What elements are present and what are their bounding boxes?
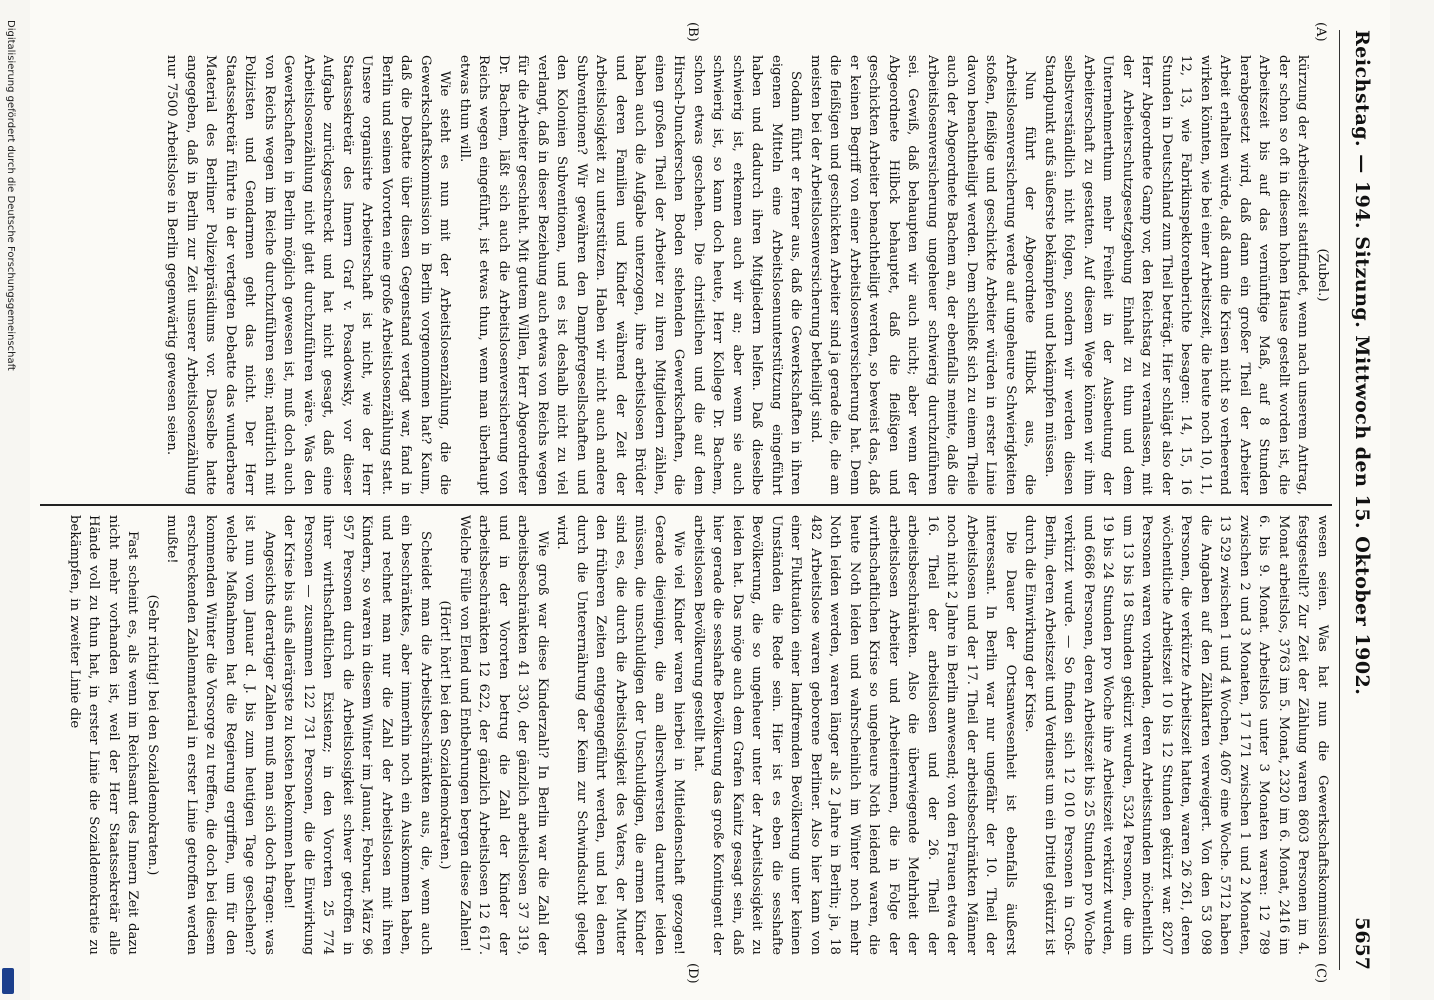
paragraph: Wie steht es nun mit der Arbeitslosenzählung, die die Gewerkschaftskommission in Berlin vorgenommen hat? Kaum, daß die Debatte über diesen Gegenstand vertagt war, fand in Berlin und seinen Vororten eine große Arbeitslosenzählung statt. Unsere organisirte Arbeiterschaft ist nicht, wie der Herr Staatssekretär des Innern Graf v. Posadowsky, vor dieser Aufgabe zurückgeschreckt und hat nicht gesagt, daß eine Arbeitslosenzählung nicht glatt durchzuführen wäre. Was den Gewerkschaften in Berlin möglich gewesen ist, muß doch auch von Reichs wegen im Reiche durchzuführen sein; natürlich mit Polizisten und Gendarmen geht das nicht. Der Herr Staatssekretär führte in der vertagten Debatte das wunderbare Material des Berliner Polizeipräsidiums vor. Dasselbe hatte angegeben, daß in Berlin zur Zeit unserer Arbeitslosenzählung nur 7500 Arbeitslose in Berlin gegenwärtig gewesen seien. bbox=[164, 55, 453, 495]
paragraph: Wie viel Kinder waren hierbei in Mitleidenschaft gezogen! Gerade diejenigen, die am allerschwersten darunter leiden müssen, die unschuldigen der Unschuldigen, die armen Kinder sind es, die durch die Arbeitslosigkeit des Vaters, der Mutter den früheren Zeiten entgegengeführt werden, und bei denen durch die Unterernährung der Keim zur Schwindsucht gelegt wird. bbox=[554, 515, 687, 955]
right-text-column bbox=[40, 515, 1332, 955]
column-divider bbox=[40, 504, 1332, 506]
paragraph: Sodann führt er ferner aus, daß die Gewerkschaften in ihren eigenen Mitteln eine Arbeitslosenunterstützung eingeführt haben und dadurch ihren Mitgliedern helfen. Daß dieselbe schwierig ist, erkennen auch wir an; aber wenn sie auch schwierig ist, so kann doch heute, Herr Kollege Dr. Bachem, schon etwas geschehen. Die christlichen und die auf dem Hirsch-Dunckerschen Boden stehenden Gewerkschaften, die einen großen Theil der Arbeiter zu ihren Mitgliedern zählen, haben auch die Aufgabe unterzogen, ihre arbeitslosen Brüder und deren Familien und Kinder während der Zeit der Arbeitslosigkeit zu unterstützen. Haben wir nicht auch andere Subventionen? Wir gewähren den Dampfergesellschaften und den Kolonien Subventionen, und es ist deshalb nicht zu viel verlangt, daß in dieser Beziehung auch etwas von Reichs wegen für die Arbeiter geschieht. Mit gutem Willen, Herr Abgeordneter Dr. Bachem, läßt sich auch die Arbeitslosenversicherung von Reichs wegen eingeführt, ist etwas thun, wenn man überhaupt etwas thun will. bbox=[457, 55, 804, 495]
margin-marker-a: (A) bbox=[1313, 22, 1328, 42]
rotated-newspaper-page bbox=[30, 0, 1390, 1000]
credit-text: Digitalisierung gefördert durch die Deutsche Forschungsgemeinschaft bbox=[5, 20, 16, 371]
page-number: 5657 bbox=[1351, 917, 1373, 970]
paragraph: Scheidet man die Arbeitsbeschränkten aus, die, wenn auch ein beschränktes, aber immerhin noch ein Auskommen haben, und rechnet man nur die Zahl der Arbeitslosen mit ihren Kindern, so waren in diesem Winter im Januar, Februar, März 96 957 Personen durch die Arbeitslosigkeit schwer getroffen in ihrer wirthschaftlichen Existenz; in den Vororten 25 774 Personen — zusammen 122 731 Personen, die die Einwirkung der Krise bis aufs allerärgste zu kosten bekommen haben! bbox=[281, 515, 433, 955]
interjection: (Hört! hört! bei den Sozialdemokraten.) bbox=[437, 600, 453, 870]
paragraph: Nun führt der Abgeordnete Hilbck aus, die Arbeitslosenversicherung werde auf ungeheure Schwierigkeiten stoßen, fleißige und geschickte Arbeiter würden in erster Linie davon benachtheiligt werden. Dem schließt sich zu einem Theile auch der Abgeordnete Bachem an, der ebenfalls meinte, daß die Arbeitslosenversicherung ungeheuer schwierig durchzuführen sei. Gewiß, daß behaupten wir auch nicht; aber wenn der Abgeordnete Hilbck behauptet, daß die fleißigen und geschickten Arbeiter benachtheiligt werden, so beweist das, daß er keinen Begriff von einer Arbeitslosenversicherung hat. Denn die fleißigen und geschickten Arbeiter sind ja gerade die, die am meisten bei der Arbeitslosenversicherung betheiligt sind. bbox=[808, 55, 1038, 495]
paragraph: Die Dauer der Ortsanwesenheit ist ebenfalls äußerst interessant. In Berlin war nur ungefähr der 10. Theil der Arbeitslosen und der 17. Theil der arbeitsbeschränkten Männer noch nicht 2 Jahre in Berlin anwesend; von den Frauen etwa der 16. Theil der arbeitslosen und der 26. Theil der arbeitsbeschränkten. Also die überwiegende Mehrheit der arbeitslosen Arbeiter und Arbeiterinnen, die in Folge der wirthschaftlichen Krise so ungeheure Noth leidend waren, die heute Noth leiden und wahrscheinlich im Winter noch mehr Noth leiden werden, waren länger als 2 Jahre in Berlin; ja, 18 482 Arbeitslose waren geborene Berliner. Also hier kann von einer Fluktuation einer landfremden Bevölkerung unter keinen Umständen die Rede sein. Hier ist es eben die sesshafte Bevölkerung, die so ungeheuer unter der Arbeitslosigkeit zu leiden hat. Das möge auch dem Grafen Kanitz gesagt sein, daß hier gerade die sesshafte Bevölkerung das große Kontingent der arbeitslosen Bevölkerung gestellt hat. bbox=[691, 515, 1018, 955]
page-header bbox=[1342, 30, 1382, 970]
margin-marker-c: (C) bbox=[1313, 963, 1328, 984]
paragraph: Angesichts derartiger Zahlen muß man sich doch fragen: was ist nun vom Januar d. J. bis zum heutigen Tage geschehen? welche Maßnahmen hat die Regierung ergriffen, um für den kommenden Winter die Vorsorge zu treffen, die doch bei diesem erschreckenden Zahlenmaterial in erster Linie getroffen werden mußte! bbox=[164, 515, 277, 955]
paragraph: Fast scheint es, als wenn im Reichsamt des Innern Zeit dazu nicht mehr vorhanden ist, weil der Herr Staatssekretär alle Hände voll zu thun hat, in erster Linie die Sozialdemokratie zu bekämpfen, in zweiter Linie die bbox=[67, 515, 141, 955]
paragraph: Wie groß war diese Kinderzahl? In Berlin war die Zahl der arbeitsbeschränkten 41 330, der gänzlich arbeitslosen 37 319, und in der Vororten betrug die Zahl der Kinder der arbeitsbeschränkten 12 622, der gänzlich Arbeitslosen 12 617. Welche Fülle von Elend und Entbehrungen bergen diese Zahlen! bbox=[457, 515, 550, 955]
margin-marker-d: (D) bbox=[685, 963, 700, 984]
header-title: Reichstag. — 194. Sitzung. Mittwoch den 15. Oktober 1902. bbox=[1351, 30, 1373, 696]
speaker-note: (Zubel.) bbox=[1315, 248, 1330, 302]
dfg-logo bbox=[2, 968, 14, 994]
digitization-credit bbox=[2, 20, 16, 980]
margin-marker-b: (B) bbox=[685, 22, 700, 42]
paragraph: wesen seien. Was hat nun die Gewerkschaftskommission festgestellt? Zur Zeit der Zählung waren 8603 Personen im 4. Monat arbeitslos, 3763 im 5. Monat, 2320 im 6. Monat, 2416 im 6. bis 9. Monat. Arbeitslos unter 3 Monaten waren: 12 789 zwischen 2 und 3 Monaten, 17 171 zwischen 1 und 2 Monaten, 13 529 zwischen 1 und 4 Wochen, 4067 eine Woche. 5712 haben die Angaben auf den Zählkarten verweigert. Von den 53 098 Personen, die verkürzte Arbeitszeit hatten, waren 26 261, deren wöchentliche Arbeitszeit 10 bis 12 Stunden gekürzt war. 8207 Personen waren vorhanden, deren Arbeitsstunden möchentlich um 13 bis 18 Stunden gekürzt wurden, 5324 Personen, die um 19 bis 24 Stunden pro Woche ihre Arbeitszeit verkürzt wurden, und 6686 Personen, deren Arbeitszeit bis 25 Stunden pro Woche verkürzt wurde. — So finden sich 12 010 Personen in Groß-Berlin, deren Arbeitszeit und Verdienst um ein Drittel gekürzt ist durch die Einwirkung der Krise. bbox=[1022, 515, 1330, 955]
interjection: (Sehr richtig! bei den Sozialdemokraten.) bbox=[145, 594, 160, 876]
paragraph: kürzung der Arbeitszeit stattfindet, wenn nach unserem Antrag, der schon so oft in diesem hohen Hause gestellt worden ist, die Arbeitszeit bis auf das vernünftige Maß, auf 8 Stunden herabgesetzt wird, daß dann ein großer Theil der Arbeiter Arbeit erhalten würde, daß dann die Krisen nicht so verheerend wirken könnten, wie bei einer Arbeitszeit, die heute noch 10, 11, 12, 13, wie Fabrikinspektorenberichte besagen: 14, 15, 16 Stunden in Deutschland zum Theil beträgt. Hier schlägt also der Herr Abgeordnete Gamp vor, den Reichstag zu veranlassen, mit der Arbeiterschutzgesetzgebung Einhalt zu thun und dem Unternehmerthum mehr Freiheit in der Ausbeutung der Arbeiterschaft zu gestatten. Auf diesem Wege können wir ihm selbstverständlich nicht folgen, sondern wir werden diesen Standpunkt aufs äußerste bekämpfen und bekämpfen müssen. bbox=[1042, 55, 1311, 495]
header-rule bbox=[1339, 30, 1340, 970]
left-text-column bbox=[40, 55, 1332, 495]
